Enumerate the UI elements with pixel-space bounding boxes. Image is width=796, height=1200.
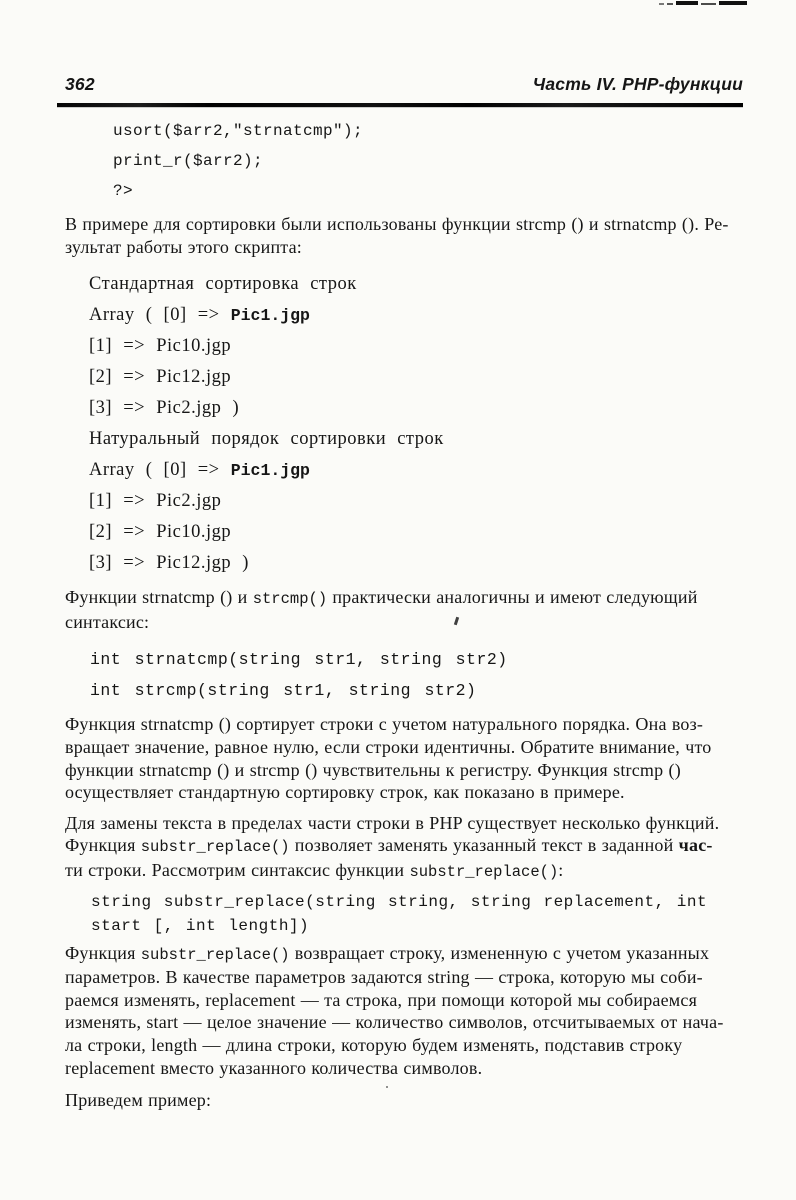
paragraph-functions-similar bbox=[65, 586, 743, 633]
output-line: [1] => Pic2.jgp bbox=[89, 491, 222, 512]
header-rule bbox=[57, 103, 743, 107]
code-listing-substr-replace bbox=[91, 894, 743, 935]
code-listing-usort bbox=[113, 123, 743, 200]
paragraph-strnatcmp-description bbox=[65, 713, 743, 803]
output-line: [2] => Pic10.jgp bbox=[89, 522, 232, 543]
paragraph-example-lead bbox=[65, 1089, 743, 1112]
text-line: ти строки. Рассмотрим синтаксис функции substr_replace(): bbox=[65, 859, 564, 881]
text-line: Функция substr_replace() возвращает строку, измененную с учетом указанных bbox=[65, 942, 710, 964]
text-line: Приведем пример: bbox=[65, 1090, 212, 1111]
filename-code: Pic1.jgp bbox=[230, 306, 310, 326]
output-line: Array ( [0] => Pic1.jgp bbox=[89, 305, 310, 326]
text-line: раемся изменять, replacement — та строка, при помощи которой мы собираемся bbox=[65, 989, 698, 1010]
scan-artifact-dash bbox=[667, 3, 673, 5]
code-line: int strnatcmp(string str1, string str2) bbox=[90, 650, 508, 670]
text-line: Функция substr_replace() позволяет заменять указанный текст в заданной час- bbox=[65, 835, 713, 857]
text-line: функции strnatcmp () и strcmp () чувствительны к регистру. Функция strcmp () bbox=[65, 759, 681, 780]
inline-code: substr_replace() bbox=[140, 945, 290, 964]
running-title: Часть IV. PHP-функции bbox=[532, 74, 743, 94]
code-line: ?> bbox=[113, 182, 134, 200]
scan-artifact-dash bbox=[659, 3, 664, 5]
text-line: Функции strnatcmp () и strcmp() практически аналогичны и имеют следующий bbox=[65, 587, 698, 609]
code-line: start [, int length]) bbox=[91, 916, 310, 935]
text-line: ла строки, length — длина строки, которую будем изменять, подставив строку bbox=[65, 1034, 683, 1055]
program-output-block bbox=[89, 269, 743, 579]
output-line: [3] => Pic2.jgp ) bbox=[89, 398, 240, 419]
output-line: Array ( [0] => Pic1.jgp bbox=[89, 460, 310, 481]
code-line: string substr_replace(string string, string replacement, int bbox=[91, 892, 708, 911]
output-line: Стандартная сортировка строк bbox=[89, 274, 357, 295]
code-line: int strcmp(string str1, string str2) bbox=[90, 681, 477, 701]
text-line: зультат работы этого скрипта: bbox=[65, 236, 302, 257]
text-line: Для замены текста в пределах части строки в PHP существует несколько функций. bbox=[65, 812, 720, 833]
text-line: Функция strnatcmp () сортирует строки с учетом натурального порядка. Она воз- bbox=[65, 714, 704, 735]
text-line: replacement вместо указанного количества символов. bbox=[65, 1057, 483, 1078]
text-line: синтаксис: bbox=[65, 611, 150, 632]
code-line: print_r($arr2); bbox=[113, 152, 264, 170]
text-line: В примере для сортировки были использованы функции strcmp () и strnatcmp (). Ре- bbox=[65, 214, 729, 234]
page-header bbox=[65, 74, 743, 94]
text-line: осуществляет стандартную сортировку строк, как показано в примере. bbox=[65, 782, 625, 803]
scan-artifact-dash bbox=[719, 1, 747, 5]
page-number: 362 bbox=[65, 74, 95, 94]
text-line: вращает значение, равное нулю, если строки идентичны. Обратите внимание, что bbox=[65, 736, 712, 757]
output-line: [1] => Pic10.jgp bbox=[89, 336, 232, 357]
paragraph-intro-result bbox=[65, 213, 743, 258]
scan-artifact-dash bbox=[676, 1, 698, 5]
inline-code: substr_replace() bbox=[409, 862, 559, 881]
inline-code: strcmp() bbox=[252, 590, 328, 609]
page-content bbox=[65, 74, 743, 1112]
paragraph-substr-replace-params bbox=[65, 942, 743, 1080]
text-line: изменять, start — целое значение — количество символов, отсчитываемых от нача- bbox=[65, 1012, 724, 1033]
output-line: [2] => Pic12.jgp bbox=[89, 367, 232, 388]
scan-artifact-dash bbox=[701, 3, 716, 5]
text-line: параметров. В качестве параметров задаются string — строка, которую мы соби- bbox=[65, 967, 703, 988]
output-line: Натуральный порядок сортировки строк bbox=[89, 429, 444, 450]
code-line: usort($arr2,"strnatcmp"); bbox=[113, 122, 364, 140]
inline-code: substr_replace() bbox=[140, 838, 290, 857]
output-line: [3] => Pic12.jgp ) bbox=[89, 553, 249, 574]
filename-code: Pic1.jgp bbox=[230, 461, 310, 481]
paragraph-substr-replace-intro bbox=[65, 812, 743, 884]
code-listing-syntax bbox=[90, 651, 743, 699]
